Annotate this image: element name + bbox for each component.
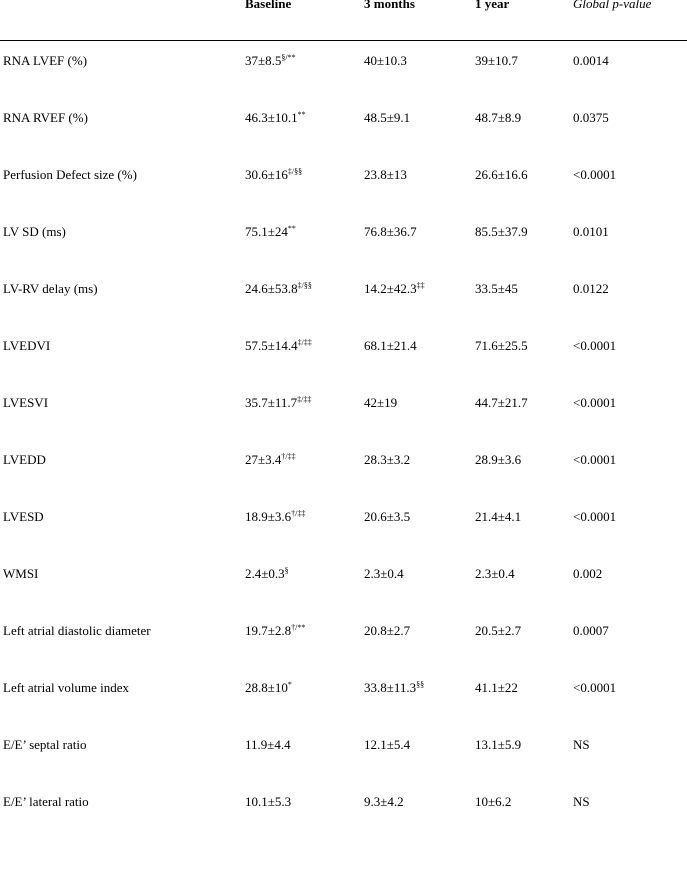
header-global-p-value: Global p-value xyxy=(573,0,652,11)
table-row xyxy=(0,566,687,584)
three-month-value: 9.3±4.2 xyxy=(364,794,404,809)
row-label: Perfusion Defect size (%) xyxy=(3,167,137,182)
row-label: Left atrial diastolic diameter xyxy=(3,623,151,638)
three-month-value: 2.3±0.4 xyxy=(364,566,404,581)
three-month-value: 12.1±5.4 xyxy=(364,737,411,752)
row-label: LVESVI xyxy=(3,395,49,410)
table-row xyxy=(0,794,687,812)
p-value: <0.0001 xyxy=(573,338,617,353)
p-value: 0.0014 xyxy=(573,53,609,68)
row-label: WMSI xyxy=(3,566,39,581)
row-label: RNA RVEF (%) xyxy=(3,110,88,125)
p-value: <0.0001 xyxy=(573,452,617,467)
three-month-value: 76.8±36.7 xyxy=(364,224,417,239)
table-row xyxy=(0,338,687,356)
three-month-value: 14.2±42.3‡‡ xyxy=(364,281,425,296)
p-value: <0.0001 xyxy=(573,167,617,182)
p-value: 0.0122 xyxy=(573,281,609,296)
one-year-value: 41.1±22 xyxy=(475,680,518,695)
baseline-value: 30.6±16‡/§§ xyxy=(245,167,303,182)
three-month-value: 23.8±13 xyxy=(364,167,407,182)
row-label: RNA LVEF (%) xyxy=(3,53,88,68)
baseline-value: 27±3.4†/‡‡ xyxy=(245,452,296,467)
baseline-value: 19.7±2.8†/** xyxy=(245,623,306,638)
table-row xyxy=(0,281,687,299)
p-value: NS xyxy=(573,794,590,809)
row-label: LV SD (ms) xyxy=(3,224,66,239)
p-value: 0.002 xyxy=(573,566,603,581)
three-month-value: 20.6±3.5 xyxy=(364,509,411,524)
one-year-value: 28.9±3.6 xyxy=(475,452,522,467)
one-year-value: 39±10.7 xyxy=(475,53,518,68)
row-label: LVEDD xyxy=(3,452,46,467)
three-month-value: 48.5±9.1 xyxy=(364,110,411,125)
one-year-value: 2.3±0.4 xyxy=(475,566,515,581)
baseline-value: 35.7±11.7‡/‡‡ xyxy=(245,395,312,410)
one-year-value: 85.5±37.9 xyxy=(475,224,528,239)
p-value: 0.0007 xyxy=(573,623,609,638)
row-label: E/E’ septal ratio xyxy=(3,737,87,752)
table-row xyxy=(0,623,687,641)
table-row xyxy=(0,680,687,698)
baseline-value: 11.9±4.4 xyxy=(245,737,291,752)
table-row xyxy=(0,110,687,128)
p-value: 0.0101 xyxy=(573,224,609,239)
row-label: LV-RV delay (ms) xyxy=(3,281,98,296)
one-year-value: 44.7±21.7 xyxy=(475,395,528,410)
p-value: <0.0001 xyxy=(573,395,617,410)
table-header xyxy=(0,0,687,16)
p-value: <0.0001 xyxy=(573,509,617,524)
row-label: LVEDVI xyxy=(3,338,51,353)
one-year-value: 10±6.2 xyxy=(475,794,512,809)
p-value: NS xyxy=(573,737,590,752)
table-row xyxy=(0,452,687,470)
three-month-value: 20.8±2.7 xyxy=(364,623,411,638)
one-year-value: 48.7±8.9 xyxy=(475,110,522,125)
header-1-year: 1 year xyxy=(475,0,510,11)
table-row xyxy=(0,167,687,185)
one-year-value: 13.1±5.9 xyxy=(475,737,522,752)
one-year-value: 26.6±16.6 xyxy=(475,167,528,182)
row-label: Left atrial volume index xyxy=(3,680,129,695)
baseline-value: 46.3±10.1** xyxy=(245,110,306,125)
one-year-value: 21.4±4.1 xyxy=(475,509,522,524)
three-month-value: 42±19 xyxy=(364,395,398,410)
baseline-value: 18.9±3.6†/‡‡ xyxy=(245,509,306,524)
three-month-value: 33.8±11.3§§ xyxy=(364,680,425,695)
table-row xyxy=(0,737,687,755)
baseline-value: 24.6±53.8‡/§§ xyxy=(245,281,312,296)
three-month-value: 68.1±21.4 xyxy=(364,338,417,353)
baseline-value: 37±8.5§/** xyxy=(245,53,296,68)
one-year-value: 33.5±45 xyxy=(475,281,518,296)
one-year-value: 20.5±2.7 xyxy=(475,623,522,638)
three-month-value: 28.3±3.2 xyxy=(364,452,411,467)
header-3-months: 3 months xyxy=(364,0,415,11)
baseline-value: 28.8±10* xyxy=(245,680,292,695)
baseline-value: 2.4±0.3§ xyxy=(245,566,289,581)
p-value: 0.0375 xyxy=(573,110,609,125)
p-value: <0.0001 xyxy=(573,680,617,695)
table-row xyxy=(0,395,687,413)
table-row xyxy=(0,224,687,242)
one-year-value: 71.6±25.5 xyxy=(475,338,528,353)
table-row xyxy=(0,509,687,527)
baseline-value: 75.1±24** xyxy=(245,224,296,239)
baseline-value: 57.5±14.4‡/‡‡ xyxy=(245,338,312,353)
three-month-value: 40±10.3 xyxy=(364,53,407,68)
table-row xyxy=(0,53,687,71)
header-baseline: Baseline xyxy=(245,0,292,11)
row-label: LVESD xyxy=(3,509,44,524)
row-label: E/E’ lateral ratio xyxy=(3,794,89,809)
header-divider xyxy=(0,40,687,41)
baseline-value: 10.1±5.3 xyxy=(245,794,292,809)
